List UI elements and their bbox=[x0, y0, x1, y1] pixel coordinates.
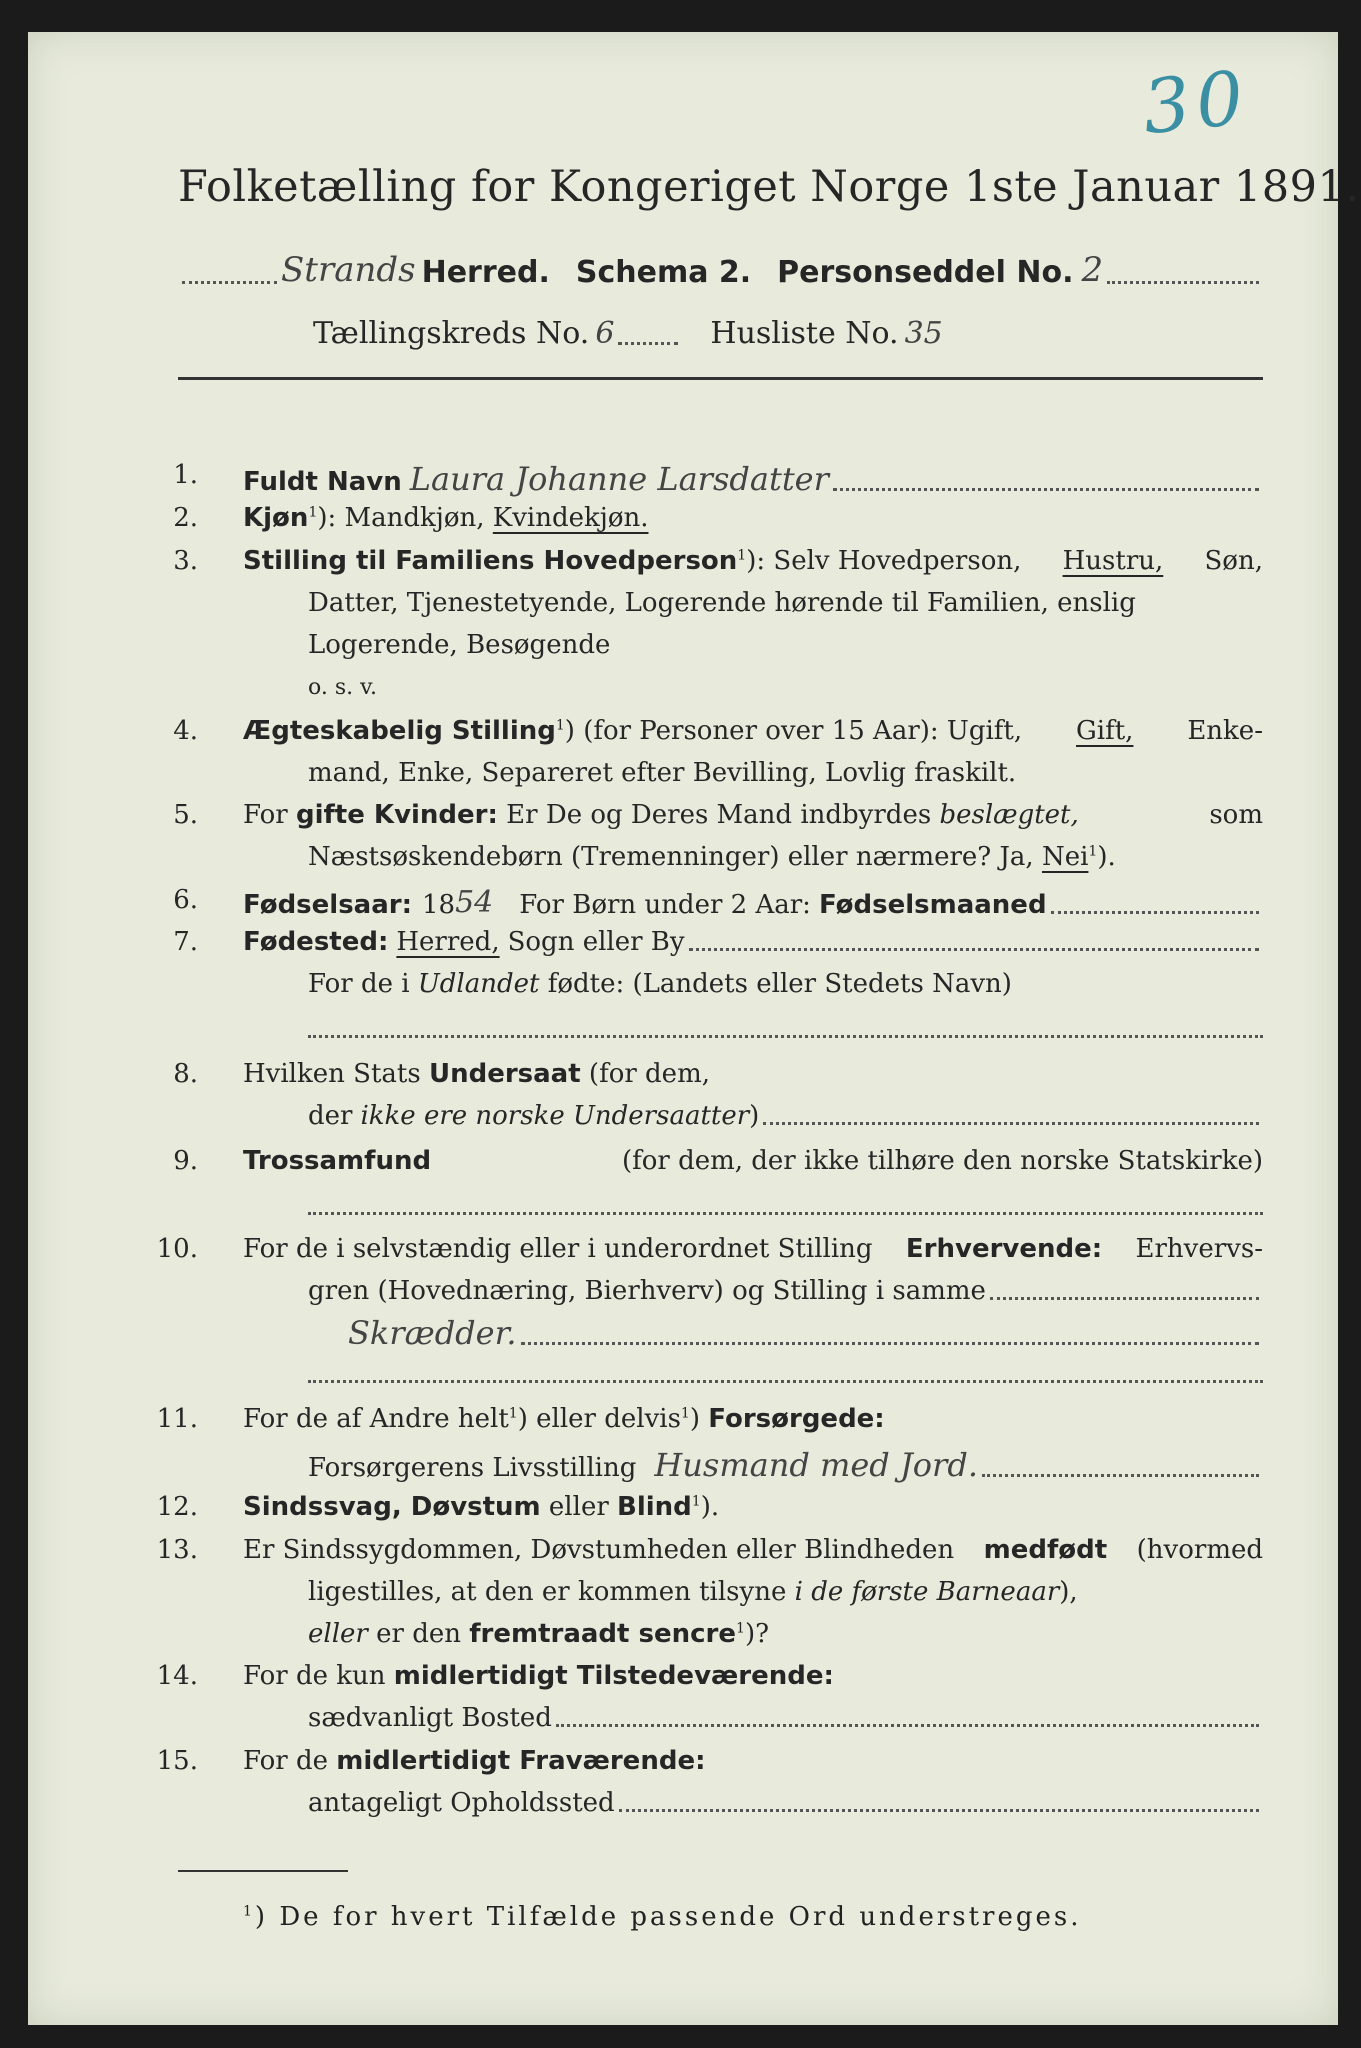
item-4-line-2: mand, Enke, Separeret efter Bevilling, Lovlig fraskilt. bbox=[308, 758, 1017, 788]
schema-label: Schema 2. bbox=[575, 254, 752, 290]
footnote-ref: 1 bbox=[680, 1405, 690, 1422]
married-women-question: som bbox=[1209, 800, 1263, 830]
item-15-temporarily-absent bbox=[243, 1746, 705, 1777]
onset-question: er den bbox=[376, 1619, 461, 1649]
sex-label: Kjøn bbox=[243, 503, 309, 533]
personseddel-label: Personseddel No. bbox=[777, 254, 1074, 290]
abroad-prefix: For de i bbox=[308, 969, 410, 999]
item-6-birth-year bbox=[243, 885, 1263, 921]
punctuation: ), bbox=[1059, 1577, 1078, 1607]
item-13-line-2 bbox=[308, 1577, 1078, 1608]
fill-line bbox=[308, 1380, 1263, 1383]
citizenship-label: Undersaat bbox=[428, 1059, 581, 1089]
occupation-prefix: For de i selvstændig eller i underordnet Stilling bbox=[243, 1234, 873, 1264]
item-13-onset bbox=[243, 1535, 1263, 1566]
husliste-handwritten: 35 bbox=[904, 316, 943, 351]
disability-conjunction: eller bbox=[548, 1492, 609, 1522]
infant-note: For Børn under 2 Aar: bbox=[519, 889, 811, 920]
item-number: 11. bbox=[156, 1404, 198, 1434]
punctuation: )? bbox=[744, 1619, 770, 1649]
family-position-selected-option: Hustru, bbox=[1062, 546, 1164, 576]
onset-question: Er Sindssygdommen, Døvstumheden eller Blindheden bbox=[243, 1535, 955, 1565]
item-number: 1. bbox=[173, 460, 198, 490]
item-number: 3. bbox=[173, 546, 198, 576]
religion-note: (for dem, der ikke tilhøre den norske Statskirke) bbox=[621, 1146, 1263, 1176]
birthplace-selected-option: Herred, bbox=[396, 927, 500, 957]
onset-question-italic: eller bbox=[308, 1619, 368, 1649]
footnote-ref: 1 bbox=[736, 1620, 745, 1637]
header-herred-line bbox=[178, 250, 1263, 291]
footnote-ref: 1 bbox=[691, 1493, 701, 1510]
item-number: 12. bbox=[156, 1492, 198, 1522]
full-name-handwritten: Laura Johanne Larsdatter bbox=[409, 460, 829, 498]
item-1-full-name bbox=[243, 460, 1263, 498]
disability-label: Blind bbox=[617, 1492, 692, 1522]
usual-residence-label: sædvanligt Bosted bbox=[308, 1703, 552, 1733]
family-position-label: Stilling til Familiens Hovedperson bbox=[243, 546, 738, 576]
item-3-line-3: Logerende, Besøgende bbox=[308, 630, 611, 660]
citizenship-note-italic: ikke ere norske Undersaatter bbox=[360, 1101, 750, 1131]
fill-line bbox=[308, 1212, 1263, 1215]
item-5-married-women bbox=[243, 800, 1263, 831]
congenital-label: medfødt bbox=[983, 1535, 1108, 1565]
item-number: 4. bbox=[173, 716, 198, 746]
item-number: 6. bbox=[173, 885, 198, 915]
marital-status-options: ) (for Personer over 15 Aar): Ugift, bbox=[564, 716, 1023, 746]
item-number: 2. bbox=[173, 503, 198, 533]
item-3-line-4: o. s. v. bbox=[308, 675, 377, 700]
occupation-note: Erhvervs- bbox=[1135, 1234, 1263, 1264]
disability-label: Sindssvag, Døvstum bbox=[243, 1492, 541, 1522]
religion-label: Trossamfund bbox=[243, 1146, 432, 1176]
temporarily-absent-label: midlertidigt Fraværende: bbox=[336, 1746, 706, 1776]
personseddel-handwritten: 2 bbox=[1081, 250, 1104, 290]
married-women-prefix: For bbox=[243, 800, 288, 830]
married-women-label: gifte Kvinder: bbox=[295, 800, 498, 830]
footnote-ref: 1 bbox=[737, 547, 747, 564]
cousin-question: Næstsøskendebørn (Tremenninger) eller nærmere? Ja, bbox=[308, 842, 1034, 872]
birth-year-handwritten: 54 bbox=[455, 885, 494, 920]
onset-question: (hvormed bbox=[1136, 1535, 1263, 1565]
item-11-supported bbox=[243, 1404, 885, 1435]
item-13-line-3 bbox=[308, 1619, 769, 1650]
footnote-mark: 1 bbox=[243, 1903, 255, 1920]
header-divider bbox=[178, 377, 1263, 380]
citizenship-note: der bbox=[308, 1101, 353, 1131]
supporter-occupation-label: Forsørgerens Livsstilling bbox=[308, 1453, 637, 1484]
supported-label: Forsørgede: bbox=[708, 1404, 885, 1434]
husliste-label: Husliste No. bbox=[710, 316, 899, 351]
birth-month-label: Fødselsmaaned bbox=[818, 889, 1047, 920]
temporarily-absent-prefix: For de bbox=[243, 1746, 328, 1776]
punctuation: ). bbox=[1097, 842, 1116, 872]
sex-options: ): Mandkjøn, bbox=[317, 503, 485, 533]
punctuation: ). bbox=[700, 1492, 720, 1522]
item-8-line-2 bbox=[308, 1101, 1263, 1132]
item-7-birthplace bbox=[243, 927, 1263, 958]
punctuation: ) bbox=[689, 1404, 700, 1434]
taellingskreds-handwritten: 6 bbox=[595, 316, 615, 351]
item-number: 13. bbox=[156, 1535, 198, 1565]
fill-line bbox=[308, 1035, 1263, 1038]
item-10-line-2 bbox=[308, 1276, 1263, 1307]
item-number: 9. bbox=[173, 1146, 198, 1176]
item-number: 5. bbox=[173, 800, 198, 830]
birthplace-label: Fødested: bbox=[243, 927, 389, 957]
footnote-ref: 1 bbox=[508, 1405, 518, 1422]
marital-status-selected-option: Gift, bbox=[1076, 716, 1134, 746]
onset-question-italic: i de første Barneaar bbox=[794, 1577, 1060, 1607]
abroad-term: Udlandet bbox=[417, 969, 540, 999]
item-15-line-2 bbox=[308, 1788, 1263, 1819]
item-10-occupation bbox=[243, 1234, 1263, 1265]
onset-question: ligestilles, at den er kommen tilsyne bbox=[308, 1577, 787, 1607]
family-position-options: Søn, bbox=[1204, 546, 1263, 576]
item-14-temporarily-present bbox=[243, 1661, 834, 1692]
citizenship-prefix: Hvilken Stats bbox=[243, 1059, 421, 1089]
item-14-line-2 bbox=[308, 1703, 1263, 1734]
item-12-disability bbox=[243, 1492, 719, 1523]
footnote-ref: 1 bbox=[308, 504, 318, 521]
item-7-line-2 bbox=[308, 969, 1012, 1000]
birthplace-options: Sogn eller By bbox=[507, 927, 685, 957]
item-10-line-3 bbox=[308, 1314, 1263, 1352]
item-5-line-2 bbox=[308, 842, 1116, 873]
herred-label: Herred. bbox=[421, 254, 550, 290]
item-number: 7. bbox=[173, 927, 198, 957]
related-term: beslægtet, bbox=[939, 800, 1079, 830]
item-number: 8. bbox=[173, 1059, 198, 1089]
occupation-label: Erhvervende: bbox=[905, 1234, 1103, 1264]
footnote-ref: 1 bbox=[1088, 843, 1098, 860]
punctuation: ) bbox=[749, 1101, 760, 1131]
herred-handwritten: Strands bbox=[281, 250, 416, 290]
item-number: 14. bbox=[156, 1661, 198, 1691]
item-number: 10. bbox=[156, 1234, 198, 1264]
marital-status-label: Ægteskabelig Stilling bbox=[243, 716, 556, 746]
taellingskreds-label: Tællingskreds No. bbox=[313, 316, 590, 351]
birth-year-label: Fødselsaar: bbox=[243, 889, 412, 920]
supporter-occupation-handwritten: Husmand med Jord. bbox=[654, 1446, 978, 1484]
temporarily-present-prefix: For de kun bbox=[243, 1661, 386, 1691]
sex-selected-option: Kvindekjøn. bbox=[492, 503, 649, 533]
family-position-options: ): Selv Hovedperson, bbox=[746, 546, 1022, 576]
item-4-marital-status bbox=[243, 716, 1263, 747]
item-9-religion bbox=[243, 1146, 1263, 1177]
probable-residence-label: antageligt Opholdssted bbox=[308, 1788, 615, 1818]
header-kreds-line bbox=[313, 316, 1133, 352]
footnote-divider bbox=[178, 1870, 348, 1872]
item-3-line-2: Datter, Tjenestetyende, Logerende hørende til Familien, enslig bbox=[308, 588, 1136, 618]
footnote-ref: 1 bbox=[555, 717, 565, 734]
full-name-label: Fuldt Navn bbox=[243, 467, 402, 498]
citizenship-note: (for dem, bbox=[588, 1059, 710, 1089]
footnote-text: ) De for hvert Tilfælde passende Ord understreges. bbox=[254, 1902, 1082, 1932]
item-2-sex bbox=[243, 503, 648, 534]
later-onset-label: fremtraadt sencre bbox=[469, 1619, 737, 1649]
temporarily-present-label: midlertidigt Tilstedeværende: bbox=[393, 1661, 834, 1691]
occupation-note: gren (Hovednæring, Bierhverv) og Stilling i samme bbox=[308, 1276, 986, 1306]
page-number: 30 bbox=[1138, 54, 1254, 152]
occupation-handwritten: Skrædder. bbox=[348, 1314, 517, 1352]
birth-year-prefix: 18 bbox=[422, 889, 456, 920]
item-3-family-position bbox=[243, 546, 1263, 577]
abroad-note: fødte: (Landets eller Stedets Navn) bbox=[547, 969, 1012, 999]
page-title: Folketælling for Kongeriget Norge 1ste Januar 1891. bbox=[178, 162, 1360, 212]
item-11-line-2 bbox=[308, 1446, 1263, 1484]
item-8-citizenship bbox=[243, 1059, 710, 1090]
related-selected-option: Nei bbox=[1041, 842, 1089, 872]
supported-note: ) eller delvis bbox=[517, 1404, 681, 1434]
census-form-sheet bbox=[28, 32, 1360, 2025]
married-women-question: Er De og Deres Mand indbyrdes bbox=[506, 800, 932, 830]
item-number: 15. bbox=[156, 1746, 198, 1776]
marital-status-options: Enke- bbox=[1187, 716, 1263, 746]
footnote bbox=[243, 1902, 1082, 1932]
supported-prefix: For de af Andre helt bbox=[243, 1404, 509, 1434]
